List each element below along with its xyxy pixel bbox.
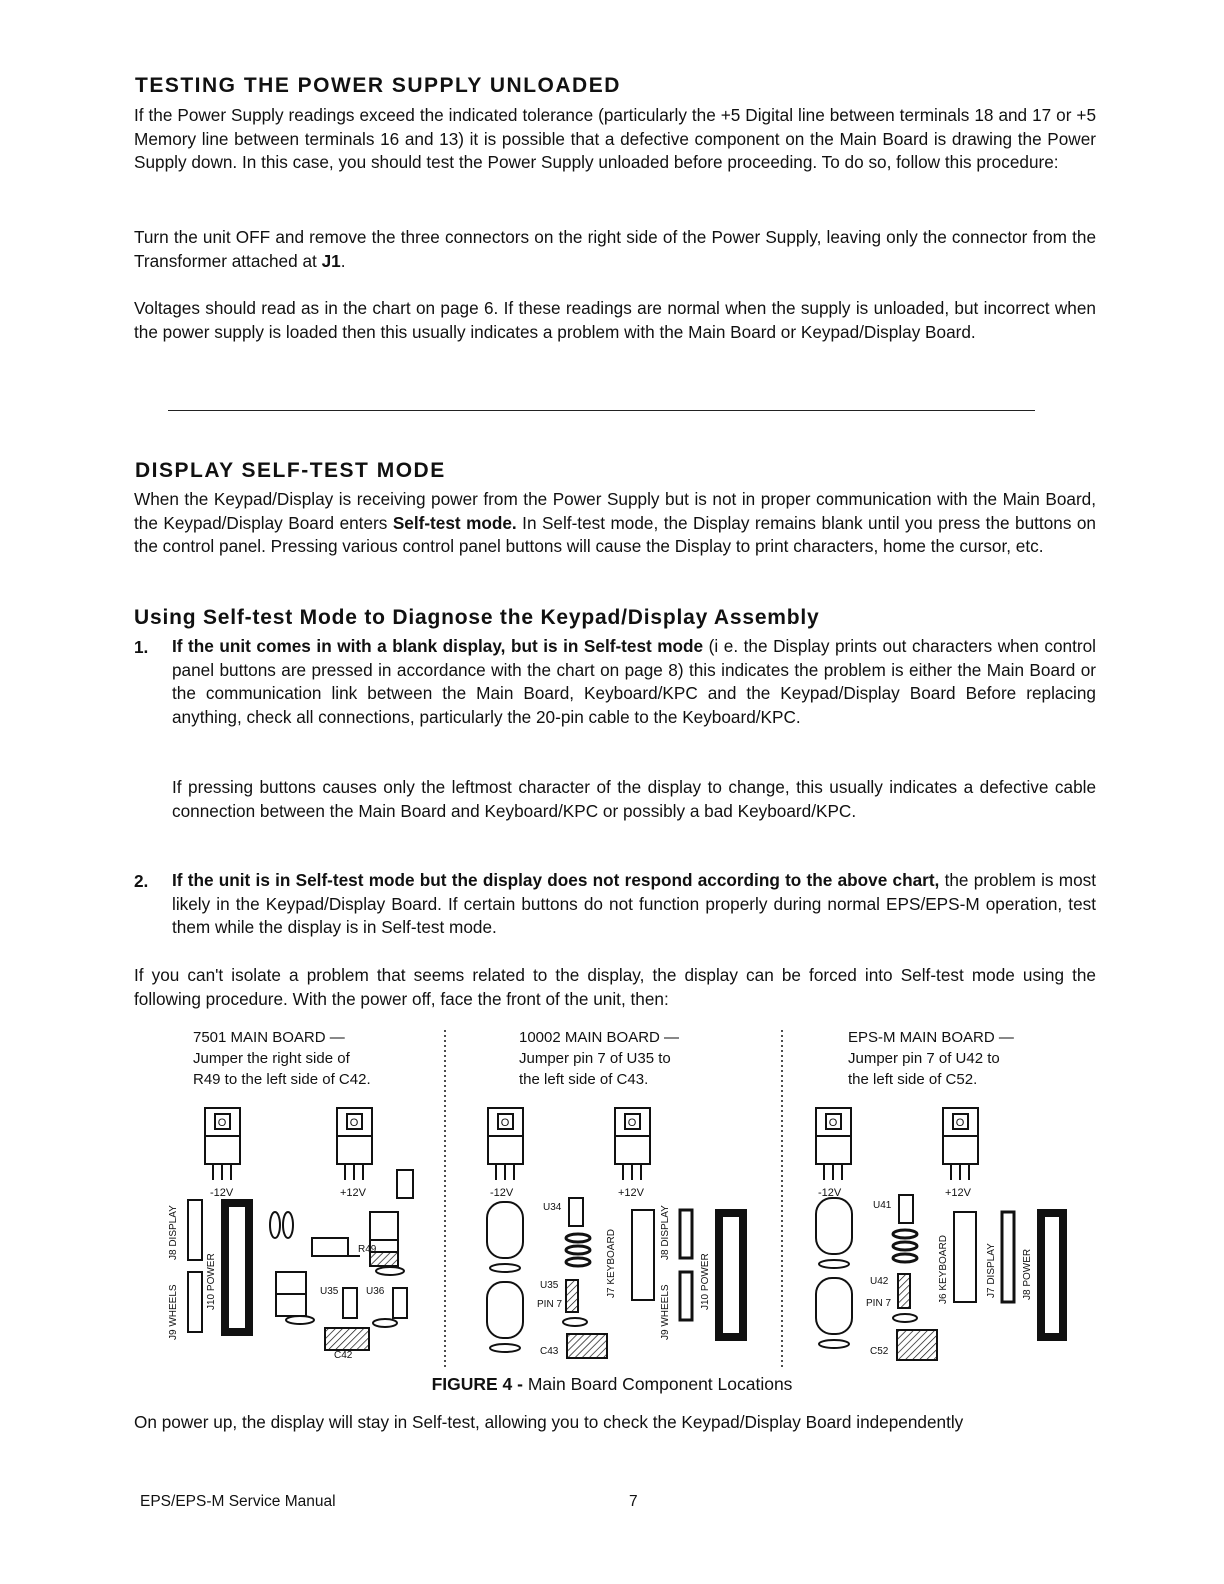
reg-o-3: O (500, 1117, 510, 1129)
section-title-diagnose: Using Self-test Mode to Diagnose the Keypad/Display Assembly (134, 606, 820, 629)
label-c52: C52 (870, 1346, 889, 1357)
reg-o-2: O (349, 1117, 359, 1129)
j8-connector-b (680, 1210, 692, 1258)
c52-capacitor-c (897, 1330, 937, 1360)
board-epsm-line1: EPS-M MAIN BOARD — (848, 1029, 1014, 1046)
figure-caption-text: Main Board Component Locations (522, 1374, 793, 1394)
item-1-bold: If the unit comes in with a blank display, but is in Self-test mode (172, 636, 704, 656)
j1-label: J1 (321, 250, 341, 271)
u35-pin7-b (566, 1280, 578, 1312)
u34-chip-b (569, 1198, 583, 1226)
c43-capacitor-b (567, 1334, 607, 1358)
j9-connector-b (680, 1272, 692, 1320)
selftest-p-b: In Self-test mode, the Display remains blank until you press the buttons on the control panel. Pressing various control panel buttons will cause the Display to print characters, home the cursor, etc. (134, 512, 1096, 557)
board-7501-line2: Jumper the right side of (193, 1050, 350, 1067)
crystal-a (270, 1212, 280, 1238)
label-j7-b: J7 KEYBOARD (606, 1229, 617, 1298)
small-box-a (397, 1170, 413, 1198)
selftest-p-a: When the Keypad/Display is receiving power from the Power Supply but is not in proper communication with the Main Board, the Keypad/Display Board enters (134, 489, 1096, 533)
u42-pin7-c (898, 1274, 910, 1308)
unloaded-paragraph-1: If the Power Supply readings exceed the indicated tolerance (particularly the +5 Digital line between terminals 18 and 17 or +5 Memory line between terminals 16 and 13) it is possible that a defective component on the Main Board is drawing the Power Supply down. In this case, you should test the Power Supply unloaded before proceeding. To do so, follow this procedure: (134, 105, 1096, 173)
section-divider (168, 410, 1035, 411)
label-plus12-a: +12V (340, 1187, 366, 1199)
oval-battery-bottom-b (487, 1282, 523, 1338)
item-1-paragraph-2: If pressing buttons causes only the leftmost character of the display to change, this usually indicates a defective cable connection between the Main Board and Keyboard/KPC or possibly a bad Keyboard/KPC. (172, 777, 1096, 821)
stack-component-a (370, 1212, 398, 1240)
board-7501-line3: R49 to the left side of C42. (193, 1071, 371, 1088)
reg-o-6: O (955, 1117, 965, 1129)
item-1-text: (i e. the Display prints out characters when control panel buttons are pressed in accordance with the chart on page 8) this indicates the problem is either the Main Board or the communication link between the Main Board, Keyboard/KPC and the Keypad/Display Board Before replacing anything, check all connections, particularly the 20-pin cable to the Keyboard/KPC. (172, 636, 1096, 727)
j8-connector-a (188, 1200, 202, 1260)
board-10002-line3: the left side of C43. (519, 1071, 649, 1088)
unloaded-paragraph-3: Voltages should read as in the chart on page 6. If these readings are normal when the supply is unloaded, but incorrect when the power supply is loaded then this usually indicates a problem with the Main Board or Keypad/Display Board. (134, 298, 1096, 342)
label-minus12-c: -12V (818, 1187, 842, 1199)
label-u35-b: U35 (540, 1280, 559, 1291)
label-u41: U41 (873, 1200, 892, 1211)
j7-connector-c (1002, 1212, 1014, 1302)
label-plus12-b: +12V (618, 1187, 644, 1199)
label-j7-c: J7 DISPLAY (986, 1243, 997, 1298)
footer-manual-title: EPS/EPS-M Service Manual (140, 1493, 336, 1510)
board-10002-line2: Jumper pin 7 of U35 to (519, 1050, 671, 1067)
figure-caption-bold: FIGURE 4 - (431, 1374, 523, 1394)
reg-o-1: O (217, 1117, 227, 1129)
item-2-paragraph (172, 869, 1096, 940)
label-j8-b: J8 DISPLAY (660, 1205, 671, 1260)
unloaded-p2-text: Turn the unit OFF and remove the three connectors on the right side of the Power Supply, leaving only the connector from the Transformer attached at (134, 227, 1096, 271)
c42-capacitor-a (325, 1328, 369, 1350)
label-j6-c: J6 KEYBOARD (938, 1235, 949, 1304)
label-u36-a: U36 (366, 1286, 385, 1297)
reg-o-4: O (627, 1117, 637, 1129)
selftest-paragraph (134, 488, 1096, 559)
closing-paragraph: On power up, the display will stay in Self-test, allowing you to check the Keypad/Display Board independently (134, 1412, 964, 1432)
label-j9-b: J9 WHEELS (660, 1284, 671, 1340)
label-plus12-c: +12V (945, 1187, 971, 1199)
label-minus12-b: -12V (490, 1187, 514, 1199)
unloaded-paragraph-2 (134, 226, 1096, 273)
reg-o-5: O (828, 1117, 838, 1129)
label-u42: U42 (870, 1276, 889, 1287)
label-r49: R49 (358, 1244, 377, 1255)
label-u35-a: U35 (320, 1286, 339, 1297)
j9-connector-a (188, 1272, 202, 1332)
item-1-number: 1. (134, 637, 149, 657)
label-j9-a: J9 WHEELS (168, 1284, 179, 1340)
footer-page-number: 7 (629, 1493, 638, 1510)
board-epsm-line3: the left side of C52. (848, 1071, 978, 1088)
board-7501-line1: 7501 MAIN BOARD — (193, 1029, 345, 1046)
item-2-number: 2. (134, 871, 149, 891)
label-pin7-b: PIN 7 (537, 1299, 563, 1310)
item-2-bold: If the unit is in Self-test mode but the display does not respond according to the above chart, (172, 870, 940, 890)
figure-4-diagram (0, 1020, 1224, 1370)
board-epsm-line2: Jumper pin 7 of U42 to (848, 1050, 1000, 1067)
board-10002-line1: 10002 MAIN BOARD — (519, 1029, 680, 1046)
oval-battery-top-c (816, 1198, 852, 1254)
item-2-text: the problem is most likely in the Keypad/Display Board. If certain buttons do not function properly during normal EPS/EPS-M operation, test them while the display is in Self-test mode. (172, 870, 1097, 938)
label-u34: U34 (543, 1202, 562, 1213)
figure-caption (0, 1374, 1224, 1395)
selftest-bold: Self-test mode. (392, 512, 517, 533)
u36-chip-a (393, 1288, 407, 1318)
j6-connector-c (954, 1212, 976, 1302)
j7-connector-b (632, 1210, 654, 1300)
label-pin7-c: PIN 7 (866, 1298, 892, 1309)
label-c43: C43 (540, 1346, 559, 1357)
oval-battery-top-b (487, 1202, 523, 1258)
section-title-selftest: DISPLAY SELF-TEST MODE (135, 459, 446, 482)
procedure-paragraph: If you can't isolate a problem that seems related to the display, the display can be forced into Self-test mode using the following procedure. With the power off, face the front of the unit, then: (134, 965, 1096, 1009)
label-c42: C42 (334, 1350, 353, 1361)
oval-battery-bottom-c (816, 1278, 852, 1334)
u41-chip-c (899, 1195, 913, 1223)
label-minus12-a: -12V (210, 1187, 234, 1199)
item-1-paragraph (172, 635, 1096, 729)
label-j8-c: J8 POWER (1022, 1248, 1033, 1300)
section-title-unloaded: TESTING THE POWER SUPPLY UNLOADED (135, 74, 621, 97)
r49-box-a (312, 1238, 348, 1256)
u35-chip-a (343, 1288, 357, 1318)
label-j8-a: J8 DISPLAY (168, 1205, 179, 1260)
label-j10-b: J10 POWER (700, 1253, 711, 1310)
label-j10-a: J10 POWER (206, 1253, 217, 1310)
unloaded-p2-end: . (340, 250, 346, 271)
